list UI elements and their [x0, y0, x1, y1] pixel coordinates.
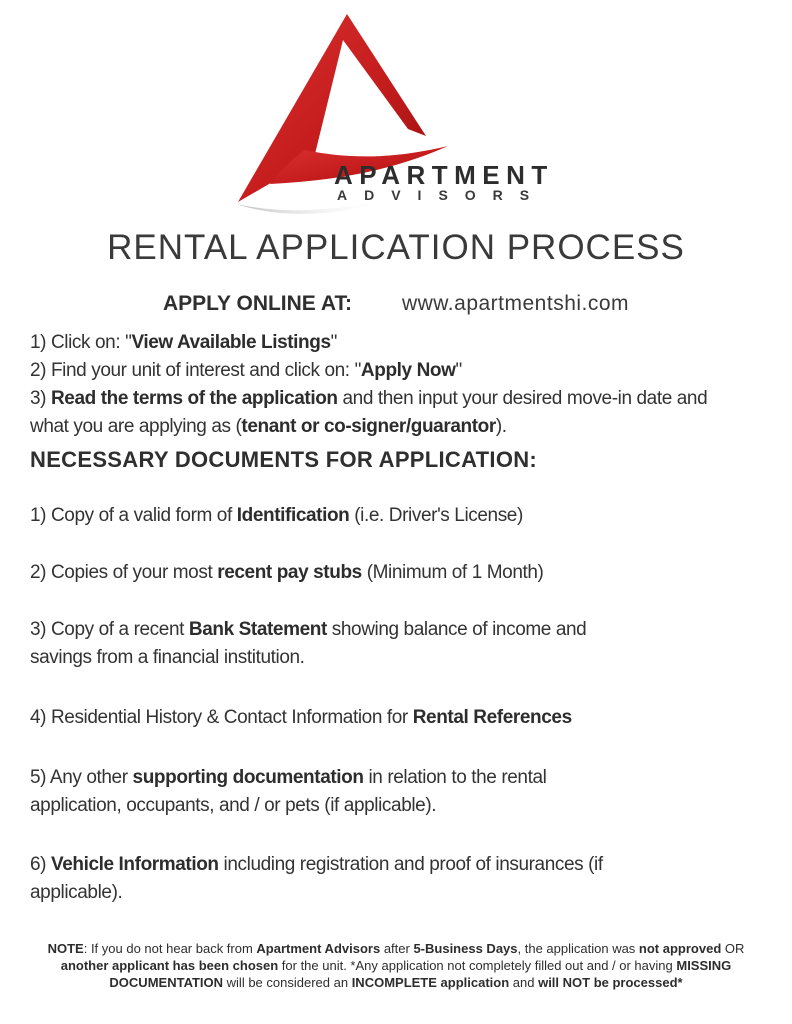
apartment-advisors-logo	[230, 10, 575, 225]
apply-online-row	[0, 290, 792, 318]
application-steps	[30, 329, 707, 441]
doc-item-vehicle-information: 6) Vehicle Information including registration and proof of insurances (if applicable).	[30, 854, 603, 903]
doc-item-identification: 1) Copy of a valid form of Identification (i.e. Driver's License)	[30, 505, 523, 526]
documents-heading: NECESSARY DOCUMENTS FOR APPLICATION:	[30, 447, 538, 472]
doc-item-bank-statement: 3) Copy of a recent Bank Statement showing balance of income and savings from a financial institution.	[30, 619, 587, 668]
doc-item-rental-references: 4) Residential History & Contact Information for Rental References	[30, 707, 572, 728]
apply-online-label: APPLY ONLINE AT:	[162, 292, 352, 315]
note-text: NOTE: If you do not hear back from Apartment Advisors after 5-Business Days, the application was not approved OR another applicant has been chosen for the unit. *Any application not completely filled out and / or having MISSING DOCUMENTATION will be considered an INCOMPLETE application and will NOT be processed*	[47, 941, 745, 990]
page-title: RENTAL APPLICATION PROCESS	[107, 228, 685, 267]
application-step-3: 3) Read the terms of the application and then input your desired move-in date and what you are applying as (tenant or co-signer/guarantor).	[30, 388, 708, 437]
logo-brand-subname: ADVISORS	[337, 187, 547, 203]
logo-brand-name: APARTMENT	[334, 160, 554, 190]
application-step-1: 1) Click on: "View Available Listings"	[30, 332, 337, 353]
doc-item-pay-stubs: 2) Copies of your most recent pay stubs (Minimum of 1 Month)	[30, 562, 544, 583]
application-step-2: 2) Find your unit of interest and click on: "Apply Now"	[30, 360, 462, 381]
doc-item-supporting-documentation: 5) Any other supporting documentation in relation to the rental application, occupants, and / or pets (if applicable).	[30, 767, 547, 816]
website-url[interactable]: www.apartmentshi.com	[401, 292, 630, 315]
